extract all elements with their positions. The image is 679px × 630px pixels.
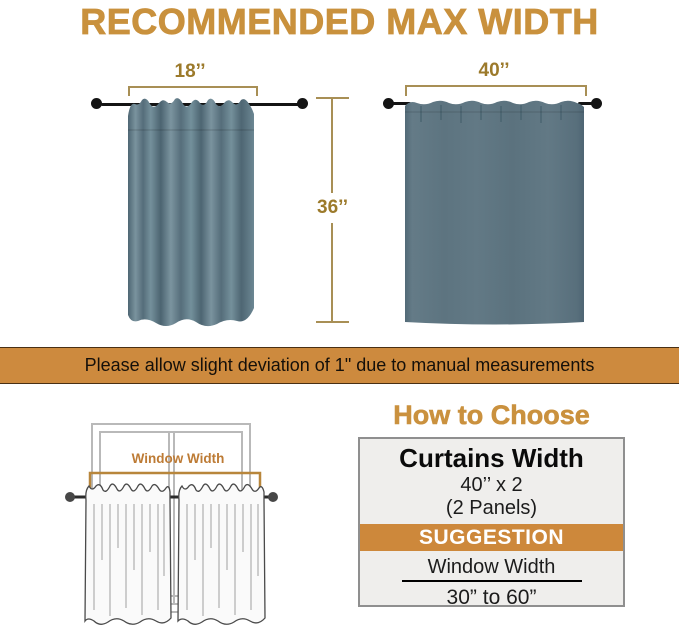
rod-finial-icon xyxy=(297,98,308,109)
table-value-panels: (2 Panels) xyxy=(445,497,538,519)
table-header: Curtains Width xyxy=(399,443,584,473)
table-row-label: Window Width xyxy=(427,556,556,578)
curtain-panel-18-inch xyxy=(128,96,254,327)
height-dimension-label-36: 36’’ xyxy=(317,197,348,218)
suggestion-band: SUGGESTION xyxy=(360,524,623,551)
tier-curtain-right xyxy=(178,484,265,624)
width-bracket-18 xyxy=(128,86,258,96)
window-width-label: Window Width xyxy=(131,451,225,466)
how-to-choose-title: How to Choose xyxy=(393,400,590,430)
rod-finial-icon xyxy=(65,492,75,502)
height-measure-bottom-cap xyxy=(316,321,349,323)
table-row-value: 30” to 60” xyxy=(446,586,537,609)
curtain-fabric xyxy=(128,98,254,326)
deviation-notice-banner xyxy=(0,347,679,384)
table-value-width: 40’’ x 2 xyxy=(460,474,523,496)
width-dimension-label-40: 40’’ xyxy=(478,60,510,81)
table-divider xyxy=(402,580,582,582)
page-title: RECOMMENDED MAX WIDTH xyxy=(80,1,599,42)
height-measure-line-upper xyxy=(331,97,333,193)
rod-finial-icon xyxy=(383,98,394,109)
rod-finial-icon xyxy=(268,492,278,502)
curtain-size-table xyxy=(358,437,625,607)
rod-finial-icon xyxy=(591,98,602,109)
width-dimension-label-18: 18’’ xyxy=(174,61,206,82)
deviation-notice-text: Please allow slight deviation of 1" due to manual measurements xyxy=(84,355,595,375)
height-measure-line-lower xyxy=(331,223,333,322)
tier-curtain-left xyxy=(85,484,171,624)
curtain-fabric xyxy=(405,101,584,325)
curtain-panel-40-inch xyxy=(405,94,584,327)
rod-finial-icon xyxy=(91,98,102,109)
